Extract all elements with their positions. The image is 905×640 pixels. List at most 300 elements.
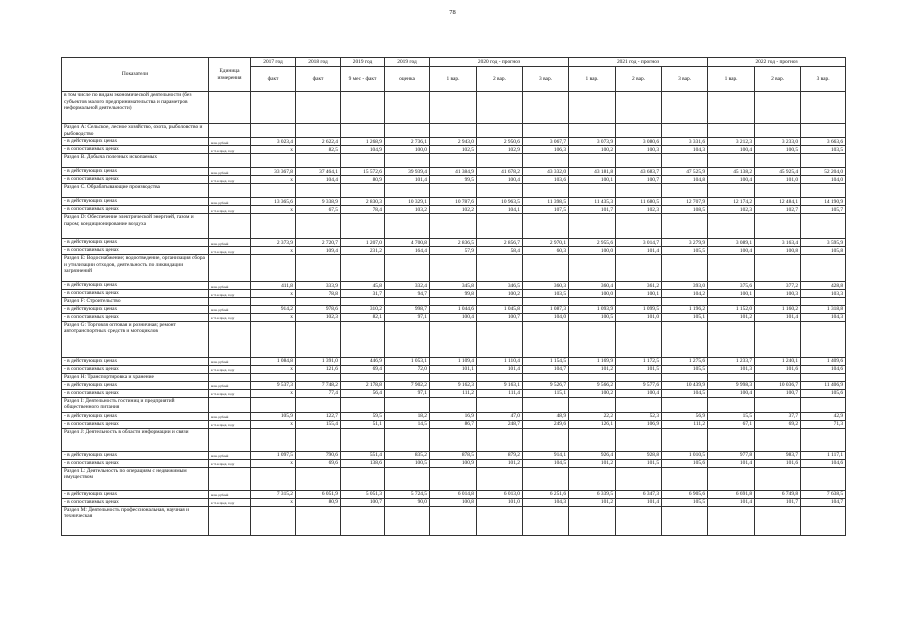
value-cell: 100,4 (477, 176, 523, 184)
value-cell: 4 700,8 (385, 239, 430, 247)
value-cell (296, 467, 341, 490)
value-cell (477, 184, 523, 198)
value-cell: 7 748,2 (296, 381, 341, 389)
value-cell: 1 097,5 (251, 451, 296, 459)
value-cell (477, 124, 523, 138)
value-cell (341, 92, 385, 124)
value-cell: 102,3 (296, 313, 341, 321)
value-cell: 411,8 (251, 282, 296, 290)
value-cell: x (251, 146, 296, 154)
row-label: Раздел L: Деятельность по операциям с недвижимым имуществом (62, 467, 209, 490)
value-cell: 57,9 (430, 247, 477, 255)
value-cell: 67,1 (708, 420, 755, 428)
value-cell: 104,7 (523, 365, 569, 373)
value-cell (616, 428, 662, 451)
value-cell: 104,2 (662, 290, 708, 298)
value-cell (708, 298, 755, 306)
value-cell: 377,2 (755, 282, 801, 290)
value-cell (569, 428, 616, 451)
value-cell (616, 124, 662, 138)
row-label: - в действующих ценах (62, 490, 209, 498)
value-cell (523, 321, 569, 357)
row-label: - в действующих ценах (62, 239, 209, 247)
value-cell: 103,5 (523, 290, 569, 298)
value-cell: 100,1 (708, 290, 755, 298)
value-cell: x (251, 365, 296, 373)
value-cell (251, 124, 296, 138)
value-cell (251, 214, 296, 239)
value-cell: 6 691,8 (708, 490, 755, 498)
value-cell: 310,2 (341, 305, 385, 313)
value-cell (430, 428, 477, 451)
value-cell: x (251, 176, 296, 184)
row-label: в том числе по видам экономической деятельности (без субъектов малого предпринимательства и параметров неформальной деятельности) (62, 92, 209, 124)
table-row (62, 305, 846, 313)
unit-cell (209, 397, 251, 412)
value-cell: x (251, 247, 296, 255)
row-label: - в действующих ценах (62, 412, 209, 420)
value-cell: 48,9 (523, 412, 569, 420)
value-cell: 43 683,7 (616, 168, 662, 176)
value-cell (251, 298, 296, 306)
value-cell: 105,7 (801, 206, 846, 214)
value-cell: 103,6 (523, 176, 569, 184)
value-cell (755, 428, 801, 451)
value-cell: 100,2 (569, 389, 616, 397)
value-cell: 3 073,9 (569, 138, 616, 146)
value-cell (708, 467, 755, 490)
value-cell (569, 124, 616, 138)
year-header: 2022 год - прогноз (708, 58, 846, 67)
value-cell: 18,2 (385, 412, 430, 420)
value-cell (662, 321, 708, 357)
value-cell: 101,4 (385, 176, 430, 184)
value-cell: 101,2 (477, 459, 523, 467)
table-row (62, 214, 846, 239)
value-cell (801, 467, 846, 490)
value-cell (569, 298, 616, 306)
value-cell: 15 572,6 (341, 168, 385, 176)
value-cell: 2 622,4 (296, 138, 341, 146)
unit-cell (209, 321, 251, 357)
value-cell (341, 255, 385, 282)
value-cell: 3 233,0 (755, 138, 801, 146)
value-cell: 105,5 (662, 498, 708, 506)
value-cell (430, 397, 477, 412)
value-cell: 100,0 (569, 247, 616, 255)
value-cell: 101,4 (616, 247, 662, 255)
value-cell (569, 467, 616, 490)
value-cell (569, 184, 616, 198)
value-cell (430, 467, 477, 490)
value-cell: 105,6 (801, 389, 846, 397)
value-cell (477, 467, 523, 490)
value-cell (616, 467, 662, 490)
value-cell: 100,0 (569, 290, 616, 298)
value-cell: 1 152,0 (708, 305, 755, 313)
value-cell (708, 214, 755, 239)
value-cell: 983,7 (755, 451, 801, 459)
table-row (62, 498, 846, 506)
value-cell: 6 251,6 (523, 490, 569, 498)
value-cell: 42,9 (801, 412, 846, 420)
value-cell (616, 321, 662, 357)
unit-cell: в % к пред. году (209, 176, 251, 184)
table-row (62, 298, 846, 306)
value-cell: 100,7 (755, 389, 801, 397)
value-cell: 1 087,3 (523, 305, 569, 313)
value-cell: 446,9 (341, 357, 385, 365)
value-cell (430, 373, 477, 381)
value-cell: 15,5 (708, 412, 755, 420)
value-cell: 926,4 (569, 451, 616, 459)
value-cell (341, 184, 385, 198)
year-header: 2019 год (385, 58, 430, 67)
value-cell: 41 384,9 (430, 168, 477, 176)
value-cell (569, 397, 616, 412)
value-cell (251, 184, 296, 198)
value-cell: 78,8 (296, 290, 341, 298)
value-cell: 100,2 (569, 146, 616, 154)
table-row (62, 451, 846, 459)
value-cell: 60,3 (523, 247, 569, 255)
value-cell: 1 391,0 (296, 357, 341, 365)
value-cell: 108,5 (662, 206, 708, 214)
value-cell: 52,3 (616, 412, 662, 420)
value-cell: 101,2 (569, 459, 616, 467)
value-cell: 7 902,2 (385, 381, 430, 389)
value-cell (569, 214, 616, 239)
value-cell (616, 397, 662, 412)
value-cell (385, 467, 430, 490)
value-cell (523, 298, 569, 306)
value-cell: 101,4 (616, 498, 662, 506)
table-row (62, 467, 846, 490)
value-cell (523, 124, 569, 138)
value-cell (569, 255, 616, 282)
value-cell: 101,4 (708, 498, 755, 506)
value-cell (755, 92, 801, 124)
value-cell (341, 373, 385, 381)
value-cell: 914,2 (251, 305, 296, 313)
value-cell (477, 373, 523, 381)
value-cell: 51,1 (341, 420, 385, 428)
value-cell: 52 204,0 (801, 168, 846, 176)
value-cell: 138,6 (341, 459, 385, 467)
value-cell: 101,2 (569, 498, 616, 506)
unit-cell (209, 467, 251, 490)
value-cell: 59,5 (341, 412, 385, 420)
subheader: 3 вар. (801, 67, 846, 92)
value-cell (296, 321, 341, 357)
value-cell (662, 214, 708, 239)
value-cell: 101,2 (569, 365, 616, 373)
value-cell (662, 467, 708, 490)
value-cell: 7 315,2 (251, 490, 296, 498)
table-row (62, 255, 846, 282)
value-cell: 7 638,5 (801, 490, 846, 498)
row-label: Раздел M: Деятельность профессиональная, научная и техническая (62, 506, 209, 535)
value-cell (755, 154, 801, 168)
value-cell: x (251, 459, 296, 467)
unit-cell: в % к пред. году (209, 206, 251, 214)
page-number: 78 (449, 9, 456, 16)
value-cell: 360,3 (523, 282, 569, 290)
value-cell (251, 428, 296, 451)
forecast-table (61, 57, 846, 536)
value-cell: 11 398,5 (523, 198, 569, 206)
value-cell (385, 298, 430, 306)
value-cell (341, 506, 385, 535)
value-cell (708, 397, 755, 412)
row-label: - в сопоставимых ценах (62, 176, 209, 184)
value-cell (616, 214, 662, 239)
value-cell: 122,7 (296, 412, 341, 420)
value-cell: 86,7 (430, 420, 477, 428)
value-cell (801, 321, 846, 357)
row-label: - в сопоставимых ценах (62, 313, 209, 321)
table-row (62, 321, 846, 357)
value-cell (430, 298, 477, 306)
table-row (62, 138, 846, 146)
value-cell (523, 506, 569, 535)
value-cell (430, 92, 477, 124)
value-cell: 835,2 (385, 451, 430, 459)
value-cell: 104,5 (523, 459, 569, 467)
value-cell (251, 321, 296, 357)
value-cell: 9 338,9 (296, 198, 341, 206)
subheader: факт (251, 67, 296, 92)
unit-cell: в % к пред. году (209, 420, 251, 428)
value-cell: 103,3 (801, 290, 846, 298)
row-label: - в сопоставимых ценах (62, 459, 209, 467)
value-cell (616, 298, 662, 306)
value-cell: 101,0 (755, 176, 801, 184)
value-cell (801, 184, 846, 198)
value-cell: 101,1 (430, 365, 477, 373)
unit-cell: млн. рублей (209, 490, 251, 498)
value-cell: 1 053,1 (385, 357, 430, 365)
value-cell: 1 010,5 (662, 451, 708, 459)
row-label: - в сопоставимых ценах (62, 420, 209, 428)
table-row (62, 428, 846, 451)
value-cell: 101,6 (755, 365, 801, 373)
row-label: - в действующих ценах (62, 451, 209, 459)
row-label: - в действующих ценах (62, 305, 209, 313)
value-cell: 3 212,3 (708, 138, 755, 146)
value-cell: 9 163,1 (477, 381, 523, 389)
value-cell (569, 373, 616, 381)
value-cell: 100,4 (708, 389, 755, 397)
value-cell: 39 939,4 (385, 168, 430, 176)
value-cell: 45,8 (341, 282, 385, 290)
value-cell (296, 124, 341, 138)
value-cell (801, 255, 846, 282)
value-cell: 1 268,9 (341, 138, 385, 146)
value-cell: 333,9 (296, 282, 341, 290)
row-label: - в сопоставимых ценах (62, 247, 209, 255)
value-cell: 10 036,7 (755, 381, 801, 389)
unit-cell (209, 184, 251, 198)
value-cell (477, 397, 523, 412)
value-cell: 100,1 (616, 290, 662, 298)
value-cell: 360,4 (569, 282, 616, 290)
table-row (62, 313, 846, 321)
value-cell (708, 506, 755, 535)
value-cell (523, 92, 569, 124)
value-cell: x (251, 498, 296, 506)
value-cell: 12 707,9 (662, 198, 708, 206)
value-cell: 121,6 (296, 365, 341, 373)
value-cell (385, 428, 430, 451)
row-label: - в действующих ценах (62, 198, 209, 206)
value-cell: 6 339,5 (569, 490, 616, 498)
value-cell: 103,2 (385, 206, 430, 214)
value-cell: 106,3 (523, 146, 569, 154)
value-cell (385, 321, 430, 357)
row-label: Раздел I: Деятельность гостиниц и предприятий общественного питания (62, 397, 209, 412)
value-cell: 1 154,5 (523, 357, 569, 365)
value-cell: 1 233,7 (708, 357, 755, 365)
value-cell: 100,7 (477, 313, 523, 321)
value-cell: 115,1 (523, 389, 569, 397)
value-cell: 100,0 (385, 146, 430, 154)
unit-header: Единица измерения (209, 58, 251, 92)
value-cell: 3 279,9 (662, 239, 708, 247)
unit-cell: в % к пред. году (209, 389, 251, 397)
value-cell: 428,8 (801, 282, 846, 290)
unit-cell: в % к пред. году (209, 247, 251, 255)
value-cell: 6 051,9 (296, 490, 341, 498)
table-row (62, 506, 846, 535)
value-cell (477, 214, 523, 239)
value-cell: 71,3 (801, 420, 846, 428)
value-cell: x (251, 389, 296, 397)
value-cell (477, 154, 523, 168)
table-body (62, 92, 846, 536)
value-cell: 3 014,7 (616, 239, 662, 247)
value-cell: 22,2 (569, 412, 616, 420)
value-cell: 111,2 (430, 389, 477, 397)
value-cell (662, 255, 708, 282)
value-cell: 45 138,2 (708, 168, 755, 176)
value-cell: 78,4 (341, 206, 385, 214)
value-cell (662, 506, 708, 535)
value-cell: 102,7 (755, 206, 801, 214)
value-cell: 111,4 (477, 389, 523, 397)
value-cell: 100,7 (341, 498, 385, 506)
row-label: Раздел H: Транспортировка и хранение (62, 373, 209, 381)
value-cell: 80,9 (296, 498, 341, 506)
value-cell (296, 154, 341, 168)
value-cell (430, 321, 477, 357)
value-cell: 104,8 (662, 176, 708, 184)
value-cell (801, 428, 846, 451)
value-cell: 104,1 (477, 206, 523, 214)
value-cell: 43 332,0 (523, 168, 569, 176)
row-label: - в действующих ценах (62, 381, 209, 389)
value-cell: 998,7 (385, 305, 430, 313)
row-label: Раздел F: Строительство (62, 298, 209, 306)
row-label: Раздел D: Обеспечение электрической энергией, газом и паром; кондиционирование воздуха (62, 214, 209, 239)
value-cell (708, 92, 755, 124)
value-cell (341, 428, 385, 451)
unit-cell: млн. рублей (209, 305, 251, 313)
value-cell: 10 963,5 (477, 198, 523, 206)
value-cell (341, 154, 385, 168)
value-cell: 103,5 (801, 146, 846, 154)
unit-cell: млн. рублей (209, 381, 251, 389)
value-cell: 102,5 (430, 146, 477, 154)
unit-cell (209, 154, 251, 168)
value-cell: 878,5 (430, 451, 477, 459)
value-cell: 2 830,3 (341, 198, 385, 206)
value-cell: 1 318,8 (801, 305, 846, 313)
row-label: - в действующих ценах (62, 138, 209, 146)
value-cell (385, 373, 430, 381)
value-cell (755, 124, 801, 138)
value-cell: 790,6 (296, 451, 341, 459)
value-cell: 101,5 (616, 459, 662, 467)
subheader: 2 вар. (616, 67, 662, 92)
value-cell (616, 92, 662, 124)
value-cell: 100,5 (385, 459, 430, 467)
value-cell: 9 162,3 (430, 381, 477, 389)
value-cell: 1 093,9 (569, 305, 616, 313)
value-cell (385, 154, 430, 168)
year-header: 2021 год - прогноз (569, 58, 708, 67)
value-cell: 2 955,6 (569, 239, 616, 247)
value-cell (662, 397, 708, 412)
value-cell: 3 595,9 (801, 239, 846, 247)
value-cell: 97,1 (385, 389, 430, 397)
value-cell (251, 373, 296, 381)
table-row (62, 239, 846, 247)
indicator-header: Показатели (62, 58, 209, 92)
value-cell: 111,2 (662, 420, 708, 428)
value-cell: 1 409,6 (801, 357, 846, 365)
value-cell: 2 836,5 (430, 239, 477, 247)
value-cell: 914,1 (523, 451, 569, 459)
unit-cell: в % к пред. году (209, 146, 251, 154)
value-cell: 101,3 (708, 365, 755, 373)
value-cell: 100,9 (430, 459, 477, 467)
value-cell (385, 214, 430, 239)
value-cell: 102,2 (430, 206, 477, 214)
value-cell: 2 856,7 (477, 239, 523, 247)
value-cell: 100,7 (616, 176, 662, 184)
value-cell (801, 298, 846, 306)
value-cell: 2 970,1 (523, 239, 569, 247)
value-cell (616, 184, 662, 198)
value-cell (662, 184, 708, 198)
unit-cell: в % к пред. году (209, 313, 251, 321)
value-cell (755, 397, 801, 412)
value-cell: 1 109,4 (430, 357, 477, 365)
year-header: 2017 год (251, 58, 296, 67)
value-cell (662, 428, 708, 451)
table-row (62, 206, 846, 214)
value-cell: 2 736,1 (385, 138, 430, 146)
value-cell: 13 365,6 (251, 198, 296, 206)
value-cell: 82,5 (296, 146, 341, 154)
table-row (62, 373, 846, 381)
value-cell (523, 184, 569, 198)
subheader: 1 вар. (430, 67, 477, 92)
value-cell: 37 464,1 (296, 168, 341, 176)
value-cell (801, 373, 846, 381)
value-cell: 1 275,6 (662, 357, 708, 365)
